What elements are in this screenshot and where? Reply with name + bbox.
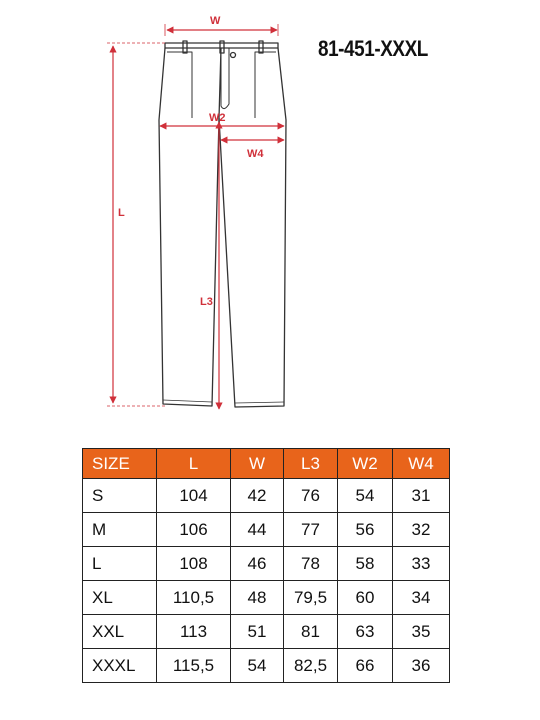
header-l3: L3	[284, 449, 338, 479]
product-code: 81-451-XXXL	[318, 36, 428, 61]
cell-w2: 56	[338, 513, 393, 547]
right-leg-hem	[235, 402, 284, 403]
cell-w2: 60	[338, 581, 393, 615]
cell-w2: 66	[338, 649, 393, 683]
cell-w4: 33	[393, 547, 450, 581]
cell-l: 108	[157, 547, 231, 581]
cell-l3: 79,5	[284, 581, 338, 615]
table-header-row	[83, 449, 450, 479]
dim-l-label: L	[118, 207, 125, 219]
cell-l3: 78	[284, 547, 338, 581]
waistband	[165, 43, 278, 48]
table-row	[83, 513, 450, 547]
cell-w: 44	[231, 513, 284, 547]
cell-l3: 82,5	[284, 649, 338, 683]
cell-l: 113	[157, 615, 231, 649]
dim-w4-label: W4	[247, 148, 264, 160]
cell-size: XXL	[83, 615, 157, 649]
table-row	[83, 615, 450, 649]
cell-l: 110,5	[157, 581, 231, 615]
size-table	[82, 448, 450, 683]
left-leg-outline	[159, 48, 221, 406]
table-row	[83, 547, 450, 581]
cell-l3: 81	[284, 615, 338, 649]
cell-w4: 32	[393, 513, 450, 547]
table-row	[83, 581, 450, 615]
header-w: W	[231, 449, 284, 479]
cell-w4: 31	[393, 479, 450, 513]
table-row	[83, 649, 450, 683]
cell-l: 115,5	[157, 649, 231, 683]
cell-l: 104	[157, 479, 231, 513]
cell-w: 46	[231, 547, 284, 581]
dim-l3-label: L3	[200, 296, 213, 308]
fly-line	[221, 48, 229, 109]
header-w4: W4	[393, 449, 450, 479]
left-pocket	[167, 52, 192, 118]
right-pocket	[255, 52, 276, 118]
cell-size: S	[83, 479, 157, 513]
cell-w2: 58	[338, 547, 393, 581]
cell-l3: 77	[284, 513, 338, 547]
header-size: SIZE	[83, 449, 157, 479]
cell-w: 54	[231, 649, 284, 683]
dim-w2-label: W2	[209, 112, 226, 124]
dimension-lines	[107, 24, 284, 409]
waist-button	[231, 53, 236, 58]
cell-size: L	[83, 547, 157, 581]
cell-l3: 76	[284, 479, 338, 513]
header-w2: W2	[338, 449, 393, 479]
cell-w2: 63	[338, 615, 393, 649]
cell-w: 51	[231, 615, 284, 649]
cell-w4: 36	[393, 649, 450, 683]
left-leg-hem	[163, 400, 212, 402]
cell-w: 48	[231, 581, 284, 615]
cell-w4: 34	[393, 581, 450, 615]
cell-w4: 35	[393, 615, 450, 649]
cell-size: XXXL	[83, 649, 157, 683]
dim-w-label: W	[210, 15, 221, 27]
cell-w2: 54	[338, 479, 393, 513]
cell-size: M	[83, 513, 157, 547]
table-row	[83, 479, 450, 513]
cell-w: 42	[231, 479, 284, 513]
pants-outline	[159, 41, 286, 407]
cell-l: 106	[157, 513, 231, 547]
cell-size: XL	[83, 581, 157, 615]
header-l: L	[157, 449, 231, 479]
